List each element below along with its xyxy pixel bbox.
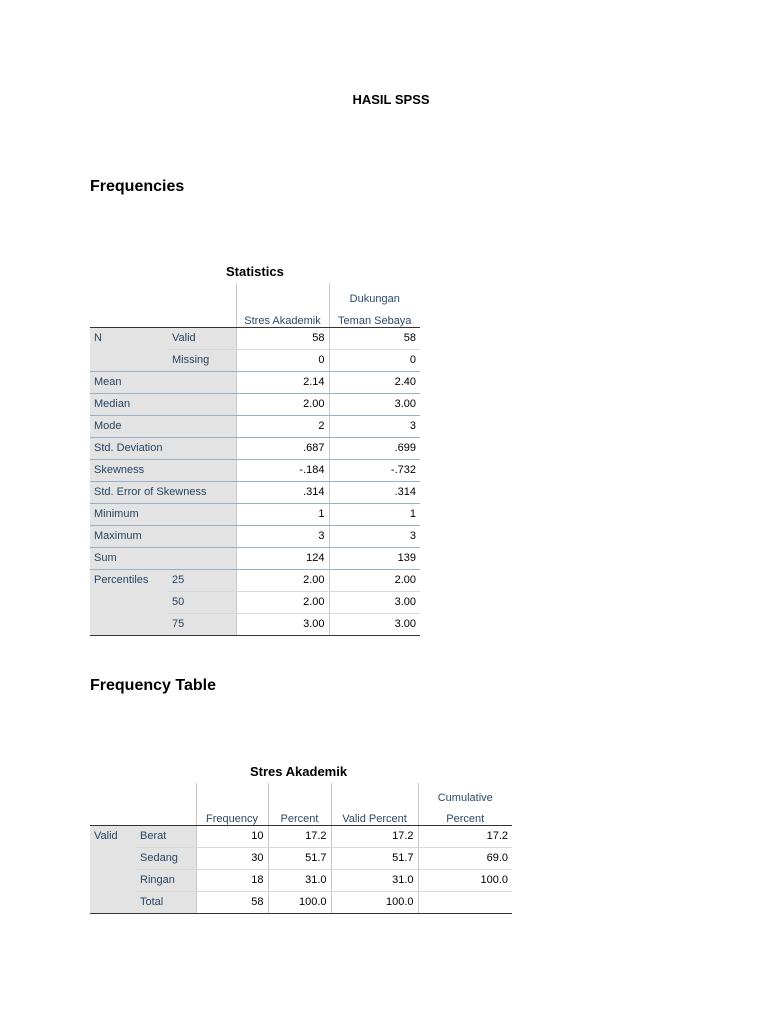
stres-akademik-caption: Stres Akademik	[250, 764, 348, 779]
row-label: Minimum	[90, 503, 236, 525]
header-cumulative-percent: Percent	[418, 804, 512, 825]
freq-value: 31.0	[268, 869, 331, 891]
freq-value: 17.2	[331, 825, 418, 847]
header-valid-percent: Valid Percent	[331, 804, 418, 825]
stat-row-n-missing	[90, 349, 420, 371]
stat-value: .699	[329, 437, 420, 459]
stat-value: -.184	[236, 459, 329, 481]
freq-row-sedang	[90, 847, 512, 869]
freq-row-berat	[90, 825, 512, 847]
row-label: Std. Deviation	[90, 437, 236, 459]
stat-value: 0	[236, 349, 329, 371]
stat-row-mean	[90, 371, 420, 393]
stres-akademik-table	[90, 783, 512, 914]
row-label: Sedang	[136, 847, 196, 869]
header-percent: Percent	[268, 804, 331, 825]
freq-value: 18	[196, 869, 268, 891]
stat-value: 3	[236, 525, 329, 547]
stat-value: 1	[236, 503, 329, 525]
row-label: Std. Error of Skewness	[90, 481, 236, 503]
stat-value: 2.00	[329, 569, 420, 591]
frequencies-heading: Frequencies	[90, 178, 185, 195]
stat-value: 139	[329, 547, 420, 569]
stat-value: 3.00	[329, 591, 420, 613]
row-sublabel: Missing	[168, 349, 236, 371]
stat-row-mode	[90, 415, 420, 437]
freq-value: 17.2	[268, 825, 331, 847]
header-cumulative: Cumulative	[418, 783, 512, 804]
stat-value: 3.00	[236, 613, 329, 635]
stat-value: 124	[236, 547, 329, 569]
row-label: Maximum	[90, 525, 236, 547]
freq-value	[418, 891, 512, 913]
group-label: Valid	[90, 825, 136, 913]
stat-value: 2.40	[329, 371, 420, 393]
stat-row-skewness	[90, 459, 420, 481]
stat-value: .314	[236, 481, 329, 503]
row-label: Mean	[90, 371, 236, 393]
stat-value: 58	[329, 327, 420, 349]
freq-value: 100.0	[268, 891, 331, 913]
stat-value: 0	[329, 349, 420, 371]
row-sublabel: 75	[168, 613, 236, 635]
stat-value: 2.00	[236, 393, 329, 415]
row-label: Mode	[90, 415, 236, 437]
freq-value: 100.0	[331, 891, 418, 913]
stat-row-sum	[90, 547, 420, 569]
row-label: Berat	[136, 825, 196, 847]
row-label: Percentiles	[90, 569, 168, 591]
stat-value: 2	[236, 415, 329, 437]
statistics-header-row-2	[90, 305, 420, 327]
stat-value: 2.00	[236, 569, 329, 591]
freq-value: 100.0	[418, 869, 512, 891]
freq-value: 10	[196, 825, 268, 847]
stat-value: 2.14	[236, 371, 329, 393]
row-label: Total	[136, 891, 196, 913]
stat-row-maximum	[90, 525, 420, 547]
header-frequency: Frequency	[196, 804, 268, 825]
row-label: Median	[90, 393, 236, 415]
stat-row-n-valid	[90, 327, 420, 349]
stat-row-std-deviation	[90, 437, 420, 459]
stat-row-std-error-skewness	[90, 481, 420, 503]
row-label: Ringan	[136, 869, 196, 891]
freq-value: 17.2	[418, 825, 512, 847]
document-title: HASIL SPSS	[352, 92, 430, 107]
stat-value: .687	[236, 437, 329, 459]
row-sublabel: 25	[168, 569, 236, 591]
stat-row-median	[90, 393, 420, 415]
header-dukungan: Dukungan	[329, 283, 420, 305]
stat-value: 1	[329, 503, 420, 525]
freq-value: 58	[196, 891, 268, 913]
row-label: Sum	[90, 547, 236, 569]
statistics-table	[90, 283, 420, 636]
row-label: Skewness	[90, 459, 236, 481]
stat-row-minimum	[90, 503, 420, 525]
header-stres-akademik: Stres Akademik	[236, 305, 329, 327]
freq-value: 69.0	[418, 847, 512, 869]
freq-value: 51.7	[331, 847, 418, 869]
header-teman-sebaya: Teman Sebaya	[329, 305, 420, 327]
stat-value: 3.00	[329, 393, 420, 415]
frequency-table-heading: Frequency Table	[90, 677, 216, 694]
stat-value: 3	[329, 415, 420, 437]
row-label: N	[90, 327, 168, 349]
freq-value: 31.0	[331, 869, 418, 891]
row-label	[90, 613, 168, 635]
stat-row-percentile-50	[90, 591, 420, 613]
statistics-header-row-1	[90, 283, 420, 305]
stat-value: 58	[236, 327, 329, 349]
stat-value: 2.00	[236, 591, 329, 613]
stat-value: 3.00	[329, 613, 420, 635]
freq-row-total	[90, 891, 512, 913]
stat-value: .314	[329, 481, 420, 503]
row-sublabel: Valid	[168, 327, 236, 349]
row-sublabel: 50	[168, 591, 236, 613]
stat-value: -.732	[329, 459, 420, 481]
stat-row-percentile-25	[90, 569, 420, 591]
freq-value: 51.7	[268, 847, 331, 869]
row-label	[90, 591, 168, 613]
freq-row-ringan	[90, 869, 512, 891]
statistics-caption: Statistics	[226, 264, 284, 279]
row-label	[90, 349, 168, 371]
stat-row-percentile-75	[90, 613, 420, 635]
freq-header-row-1	[90, 783, 512, 804]
stat-value: 3	[329, 525, 420, 547]
freq-value: 30	[196, 847, 268, 869]
freq-header-row-2	[90, 804, 512, 825]
